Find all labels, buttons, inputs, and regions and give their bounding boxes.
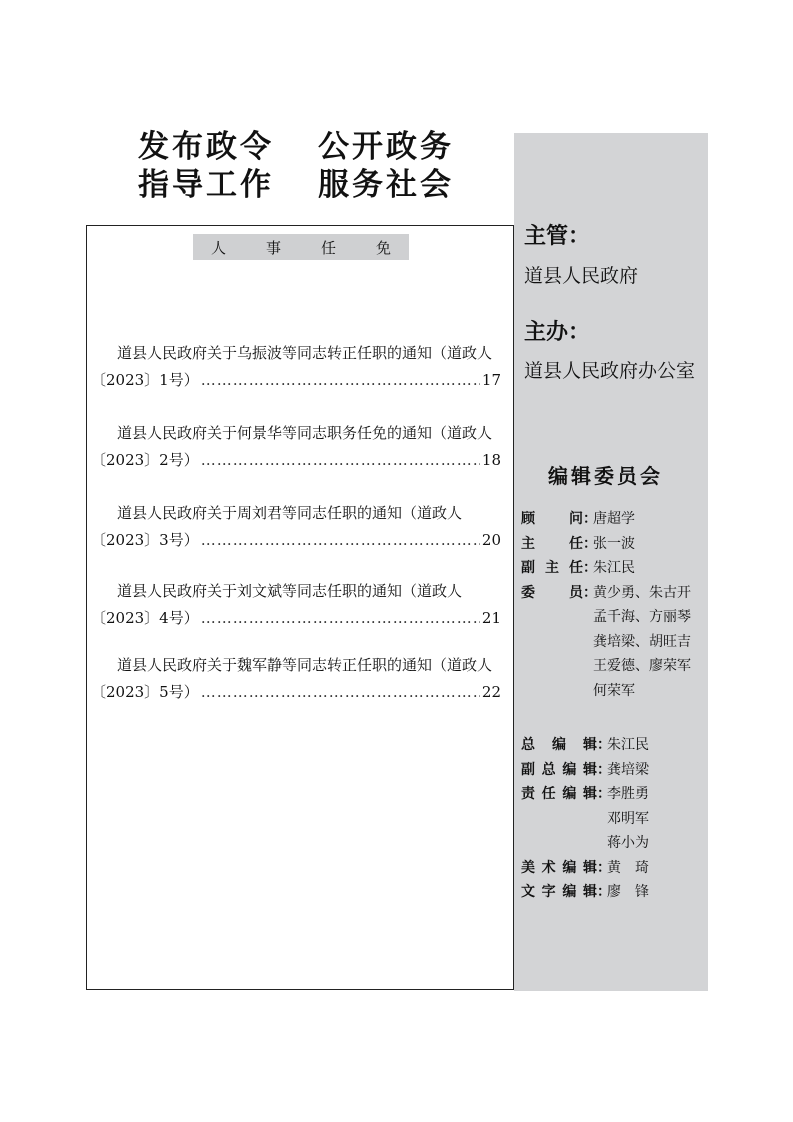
deputy-chief-editor-name: 龚培梁 (607, 761, 649, 778)
slogan-line2-left: 指导工作 (138, 167, 274, 203)
deputy-director-name: 朱江民 (593, 560, 635, 576)
sponsor-label: 主办： (524, 320, 591, 345)
committee-row: 主 任 ： 张一波 (521, 532, 691, 557)
responsible-editor-name: 蒋小为 (607, 835, 649, 851)
supervisor-name: 道县人民政府 (524, 265, 639, 287)
toc-leader-dots (201, 367, 480, 394)
toc-leader-dots (201, 679, 480, 706)
committee-list (521, 507, 691, 703)
member-line: 王爱德、廖荣军 (593, 658, 691, 674)
member-line: 龚培梁、胡旺吉 (593, 633, 691, 650)
toc-entry-page: 22 (481, 683, 501, 701)
text-editor-label: 文 字 编 辑 (521, 884, 597, 900)
editor-row: 责 任 编 辑 ： 李胜勇 邓明军 蒋小为 (521, 782, 649, 856)
members-label: 委 员 (521, 584, 583, 601)
toc-entry-number: 〔2023〕3号） (91, 531, 199, 549)
responsible-editor-name: 李胜勇 (607, 786, 649, 802)
toc-entry[interactable] (87, 578, 513, 632)
deputy-director-label: 副 主 任 (521, 560, 583, 576)
adviser-name: 唐超学 (593, 511, 635, 527)
toc-entry-number: 〔2023〕4号） (91, 609, 199, 627)
toc-entry[interactable] (87, 340, 513, 394)
supervisor-label: 主管： (524, 224, 591, 249)
chief-editor-name: 朱江民 (607, 737, 649, 753)
director-name: 张一波 (593, 535, 635, 552)
toc-entry-page: 21 (481, 609, 501, 627)
toc-entry-number: 〔2023〕2号） (91, 451, 199, 469)
editor-row: 美 术 编 辑 ： 黄 琦 (521, 856, 649, 881)
committee-row: 委 员 ： 黄少勇、朱古开 孟千海、方丽琴 龚培梁、胡旺吉 王爱德、廖荣军 何荣军 (521, 581, 691, 704)
toc-entry-title: 道县人民政府关于刘文斌等同志任职的通知（道政人 (117, 582, 463, 600)
slogan-line1-left: 发布政令 (138, 129, 274, 165)
table-of-contents (86, 225, 514, 990)
toc-entry[interactable] (87, 652, 513, 706)
responsible-editor-label: 责 任 编 辑 (521, 786, 597, 802)
art-editor-name: 黄 琦 (607, 859, 649, 876)
committee-row: 顾 问 ： 唐超学 (521, 507, 691, 532)
toc-entry-number: 〔2023〕1号） (91, 371, 199, 389)
toc-entry-page: 17 (481, 371, 501, 389)
committee-row: 副 主 任 ： 朱江民 (521, 556, 691, 581)
toc-leader-dots (201, 447, 480, 474)
committee-title: 编辑委员会 (548, 464, 663, 488)
responsible-editor-name: 邓明军 (607, 810, 649, 827)
editors-list (521, 733, 649, 905)
slogan-line2-right: 服务社会 (318, 167, 454, 203)
toc-entry-title: 道县人民政府关于魏军静等同志转正任职的通知（道政人 (117, 656, 493, 674)
toc-section-header (193, 234, 431, 260)
responsible-editor-names (607, 782, 649, 856)
members-names (593, 581, 691, 704)
toc-entry[interactable] (87, 500, 513, 554)
toc-entry-title: 道县人民政府关于乌振波等同志转正任职的通知（道政人 (117, 344, 493, 362)
toc-entry-page: 20 (481, 531, 501, 549)
toc-entry[interactable] (87, 420, 513, 474)
member-line: 黄少勇、朱古开 (593, 584, 691, 601)
slogan-line1-right: 公开政务 (318, 129, 454, 165)
sponsor-name: 道县人民政府办公室 (524, 360, 696, 382)
toc-leader-dots (201, 605, 480, 632)
director-label: 主 任 (521, 535, 583, 552)
toc-entry-title: 道县人民政府关于周刘君等同志任职的通知（道政人 (117, 504, 463, 522)
text-editor-name: 廖 锋 (607, 884, 649, 900)
slogan (138, 128, 498, 204)
art-editor-label: 美 术 编 辑 (521, 859, 597, 876)
editor-row: 副 总 编 辑 ： 龚培梁 (521, 758, 649, 783)
toc-entry-title: 道县人民政府关于何景华等同志职务任免的通知（道政人 (117, 424, 493, 442)
toc-leader-dots (201, 527, 480, 554)
editor-row: 文 字 编 辑 ： 廖 锋 (521, 880, 649, 905)
member-line: 孟千海、方丽琴 (593, 609, 691, 625)
deputy-chief-editor-label: 副 总 编 辑 (521, 761, 597, 778)
chief-editor-label: 总 编 辑 (521, 737, 597, 753)
toc-entry-number: 〔2023〕5号） (91, 683, 199, 701)
toc-section-title: 人事任免 (210, 238, 431, 257)
toc-entry-page: 18 (481, 451, 501, 469)
editor-row: 总 编 辑 ： 朱江民 (521, 733, 649, 758)
member-line: 何荣军 (593, 682, 635, 699)
adviser-label: 顾 问 (521, 511, 583, 527)
